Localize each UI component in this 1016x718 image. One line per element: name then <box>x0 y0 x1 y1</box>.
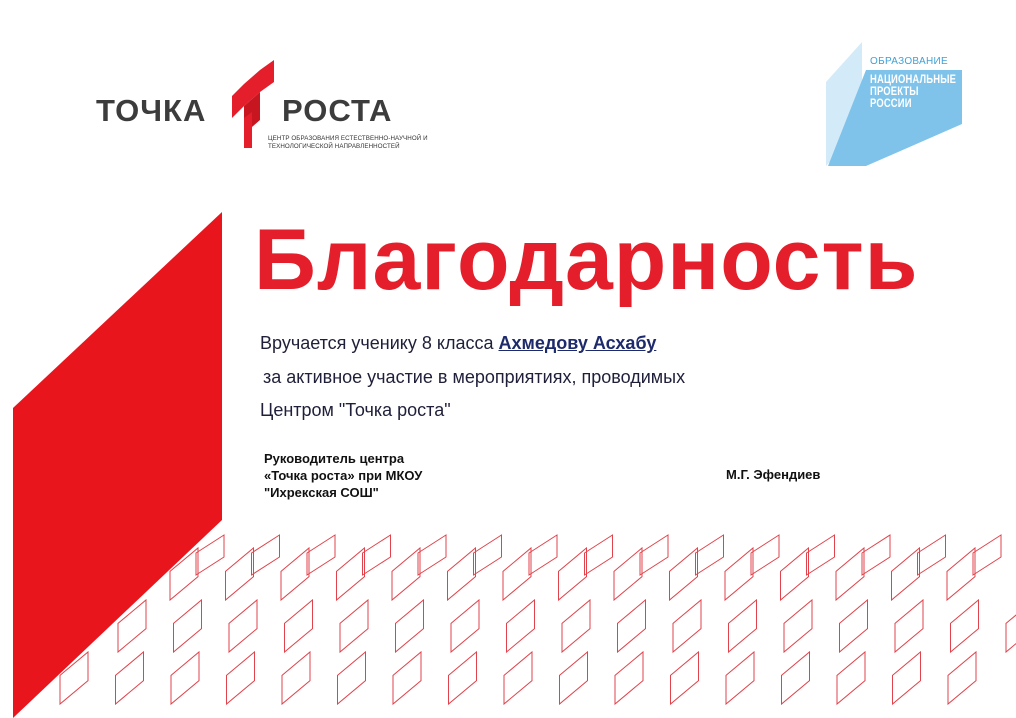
pattern-diamond <box>174 600 202 652</box>
pattern-diamond <box>725 548 753 600</box>
body-line-3: Центром "Точка роста" <box>260 400 451 420</box>
pattern-diamond <box>507 600 535 652</box>
signature-role <box>264 450 422 501</box>
logo-word-rosta: РОСТА <box>282 93 393 128</box>
pattern-diamond <box>252 535 280 575</box>
pattern-diamond <box>893 652 921 704</box>
national-projects-top: ОБРАЗОВАНИЕ <box>870 56 948 67</box>
logo-subtitle-line1: ЦЕНТР ОБРАЗОВАНИЯ ЕСТЕСТВЕННО-НАУЧНОЙ И <box>268 135 428 142</box>
pattern-diamond <box>640 535 668 575</box>
pattern-diamond <box>418 535 446 575</box>
signature-name: М.Г. Эфендиев <box>726 467 821 482</box>
signature-role-line2: «Точка роста» при МКОУ <box>264 468 423 483</box>
pattern-diamond <box>947 548 975 600</box>
pattern-diamond <box>726 652 754 704</box>
pattern-diamond <box>751 535 779 575</box>
pattern-diamond <box>337 548 365 600</box>
pattern-diamond <box>560 652 588 704</box>
pattern-diamond <box>781 548 809 600</box>
pattern-diamond <box>918 535 946 575</box>
pattern-diamond <box>504 652 532 704</box>
pattern-diamond <box>229 600 257 652</box>
tochka-rosta-logo <box>96 60 476 160</box>
pattern-diamond <box>474 535 502 575</box>
pattern-diamond <box>948 652 976 704</box>
pattern-diamond <box>836 548 864 600</box>
pattern-diamond <box>696 535 724 575</box>
pattern-diamond <box>673 600 701 652</box>
pattern-diamond <box>951 600 979 652</box>
pattern-diamond <box>363 535 391 575</box>
pattern-diamond <box>782 652 810 704</box>
pattern-diamond <box>670 548 698 600</box>
national-projects-main <box>870 74 956 110</box>
pattern-diamond <box>895 600 923 652</box>
pattern-diamond <box>392 548 420 600</box>
pattern-diamond <box>529 535 557 575</box>
recipient-name: Ахмедову Асхабу <box>498 333 657 353</box>
pattern-diamond <box>449 652 477 704</box>
pattern-diamond <box>448 548 476 600</box>
pattern-diamond <box>307 535 335 575</box>
signature-role-line1: Руководитель центра <box>264 451 405 466</box>
pattern-diamond <box>1006 600 1016 652</box>
pattern-diamond <box>585 535 613 575</box>
pattern-diamond <box>338 652 366 704</box>
pattern-diamond <box>116 652 144 704</box>
pattern-diamond <box>393 652 421 704</box>
pattern-diamond <box>729 600 757 652</box>
pattern-diamond <box>285 600 313 652</box>
pattern-diamond <box>503 548 531 600</box>
pattern-diamond <box>171 652 199 704</box>
logo-word-tochka: ТОЧКА <box>96 93 207 128</box>
pattern-diamond <box>196 535 224 575</box>
pattern-diamond <box>340 600 368 652</box>
pattern-diamond <box>837 652 865 704</box>
pattern-diamond <box>282 652 310 704</box>
certificate-title: Благодарность <box>254 212 919 308</box>
national-projects-logo <box>826 42 976 166</box>
pattern-diamond <box>615 652 643 704</box>
pattern-diamond <box>227 652 255 704</box>
pattern-diamond <box>618 600 646 652</box>
pattern-diamond <box>396 600 424 652</box>
national-projects-line3: РОССИИ <box>870 98 912 110</box>
pattern-diamond <box>60 652 88 704</box>
pattern-diamond <box>807 535 835 575</box>
pattern-diamond <box>973 535 1001 575</box>
body-line-1-prefix: Вручается ученику 8 класса <box>260 333 494 353</box>
pattern-diamond <box>840 600 868 652</box>
body-line-1 <box>260 333 656 354</box>
pattern-diamond <box>784 600 812 652</box>
national-projects-line2: ПРОЕКТЫ <box>870 86 919 98</box>
body-line-2: за активное участие в мероприятиях, проводимых <box>263 367 686 387</box>
pattern-diamond <box>862 535 890 575</box>
pattern-diamond <box>281 548 309 600</box>
pattern-diamond <box>170 548 198 600</box>
pattern-diamond <box>451 600 479 652</box>
pattern-diamond <box>892 548 920 600</box>
logo-subtitle <box>268 135 468 151</box>
pattern-diamond <box>614 548 642 600</box>
pattern-diamond <box>559 548 587 600</box>
national-projects-line1: НАЦИОНАЛЬНЫЕ <box>870 74 957 86</box>
pattern-diamond <box>671 652 699 704</box>
pattern-diamond <box>562 600 590 652</box>
pattern-diamond <box>118 600 146 652</box>
pattern-diamond <box>226 548 254 600</box>
signature-role-line3: "Ихрекская СОШ" <box>264 485 379 500</box>
logo-subtitle-line2: ТЕХНОЛОГИЧЕСКОЙ НАПРАВЛЕННОСТЕЙ <box>268 143 400 150</box>
